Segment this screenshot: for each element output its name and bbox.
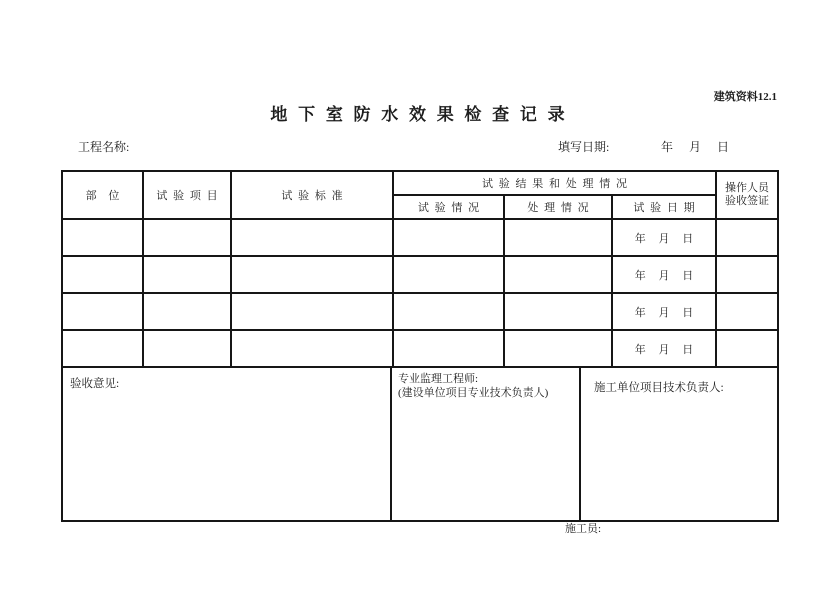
cell-test-date: 年 月 日 — [612, 256, 716, 293]
cell-test-situation — [393, 330, 504, 367]
cell-test-item — [143, 293, 231, 330]
inspection-record-table — [61, 170, 779, 522]
cell-test-date: 年 月 日 — [612, 330, 716, 367]
fill-date-label: 填写日期: — [558, 140, 610, 154]
table-row — [62, 330, 778, 367]
cell-part — [62, 256, 143, 293]
cell-test-situation — [393, 256, 504, 293]
header-result-group: 试 验 结 果 和 处 理 情 况 — [393, 171, 716, 195]
table-row — [62, 219, 778, 256]
cell-test-date: 年 月 日 — [612, 293, 716, 330]
header-test-item: 试 验 项 目 — [143, 171, 231, 219]
cell-part — [62, 219, 143, 256]
cell-handling-situation — [504, 219, 612, 256]
cell-test-item — [143, 330, 231, 367]
contractor-lead-cell — [581, 368, 777, 520]
document-reference: 建筑资料12.1 — [713, 91, 777, 103]
header-operator-sign — [716, 171, 778, 219]
cell-handling-situation — [504, 256, 612, 293]
builder-label: 施工员: — [565, 523, 602, 535]
cell-test-standard — [231, 256, 393, 293]
footer-section — [62, 367, 778, 521]
cell-part — [62, 293, 143, 330]
supervisor-engineer-cell — [392, 368, 581, 520]
cell-test-standard — [231, 219, 393, 256]
cell-test-date: 年 月 日 — [612, 219, 716, 256]
header-handling-situation: 处 理 情 况 — [504, 195, 612, 219]
cell-test-item — [143, 256, 231, 293]
header-test-date: 试 验 日 期 — [612, 195, 716, 219]
cell-test-situation — [393, 293, 504, 330]
contractor-lead-label: 施工单位项目技术负责人: — [594, 382, 724, 394]
fill-date-value: 年 月 日 — [661, 140, 730, 154]
cell-operator-sign — [716, 293, 778, 330]
project-name-label: 工程名称: — [78, 140, 130, 154]
footer-row — [62, 367, 778, 521]
header-part: 部 位 — [62, 171, 143, 219]
header-test-situation: 试 验 情 况 — [393, 195, 504, 219]
cell-operator-sign — [716, 330, 778, 367]
cell-handling-situation — [504, 293, 612, 330]
cell-operator-sign — [716, 256, 778, 293]
cell-test-situation — [393, 219, 504, 256]
supervisor-engineer-label: 专业监理工程师: — [398, 373, 479, 385]
cell-test-item — [143, 219, 231, 256]
cell-handling-situation — [504, 330, 612, 367]
acceptance-opinion-label: 验收意见: — [70, 378, 120, 390]
header-test-standard: 试 验 标 准 — [231, 171, 393, 219]
page-title: 地 下 室 防 水 效 果 检 查 记 录 — [270, 105, 566, 124]
supervisor-engineer-sublabel: (建设单位项目专业技术负责人) — [398, 387, 549, 399]
table-row — [62, 256, 778, 293]
cell-operator-sign — [716, 219, 778, 256]
header-operator-sign-line1: 操作人员 — [725, 182, 769, 194]
cell-part — [62, 330, 143, 367]
acceptance-opinion-cell — [63, 368, 392, 520]
header-operator-sign-line2: 验收签证 — [725, 195, 769, 207]
cell-test-standard — [231, 330, 393, 367]
table-row — [62, 293, 778, 330]
cell-test-standard — [231, 293, 393, 330]
